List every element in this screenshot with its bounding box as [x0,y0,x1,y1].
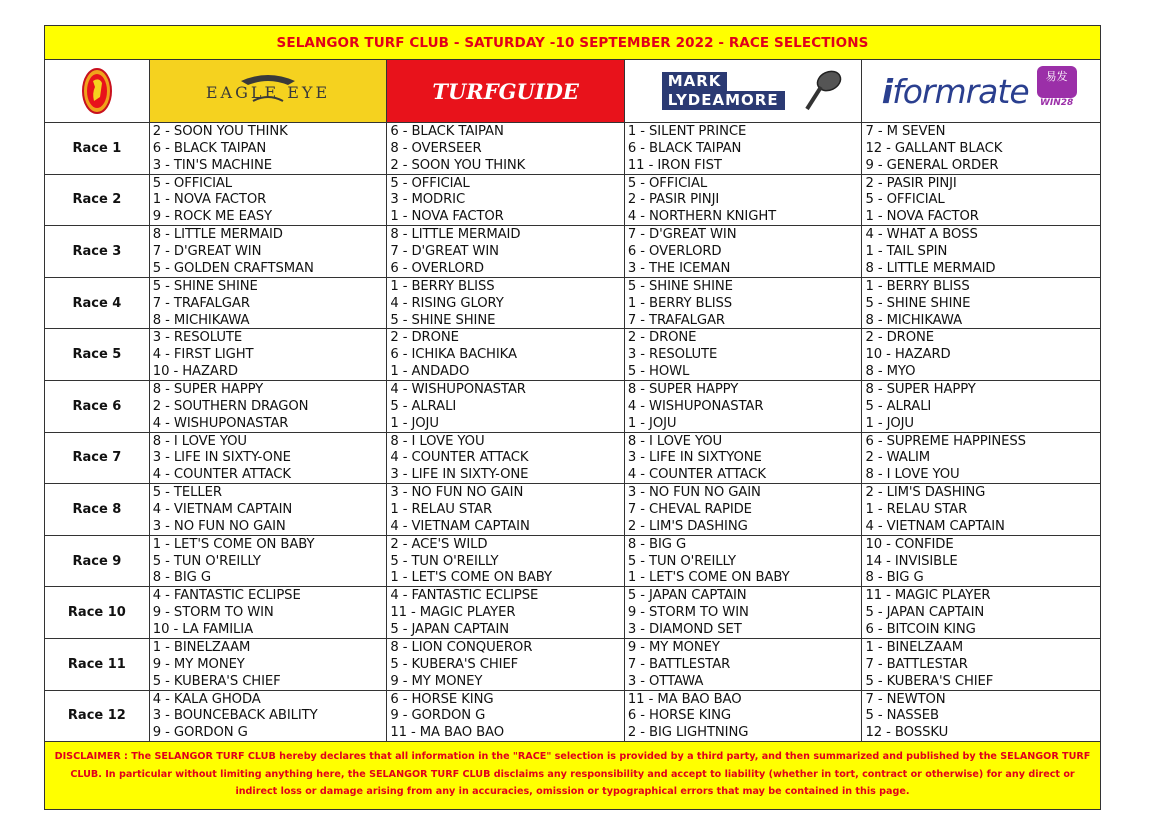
selection-cell [625,175,863,226]
selection-entry: 9 - GENERAL ORDER [865,157,999,173]
race-label: Race 12 [45,691,150,742]
selection-entry: 3 - NO FUN NO GAIN [627,485,761,501]
selection-cell [862,123,1100,174]
selection-cell [150,329,388,380]
selection-entry: 2 - DRONE [865,330,934,346]
selection-entry: 8 - OVERSEER [390,140,482,156]
selection-entry: 11 - IRON FIST [627,157,722,173]
selection-cell [150,175,388,226]
selection-cell [862,278,1100,329]
race-row [45,639,1100,691]
selection-entry: 1 - ANDADO [390,364,470,380]
race-label: Race 6 [45,381,150,432]
selection-entry: 8 - I LOVE YOU [865,467,960,483]
selection-entry: 6 - BLACK TAIPAN [390,124,504,139]
page-title: SELANGOR TURF CLUB - SATURDAY -10 SEPTEMBER 2022 - RACE SELECTIONS [44,25,1101,60]
win28-badge [1037,66,1077,98]
selection-entry: 4 - KALA GHODA [152,691,261,707]
stc-logo-cell [45,60,150,122]
race-label: Race 11 [45,639,150,690]
selection-cell [387,536,625,587]
selection-entry: 5 - OFFICIAL [390,175,470,191]
turfguide-logo-text: TURFGUIDE [432,78,579,104]
selection-entry: 5 - JAPAN CAPTAIN [390,622,510,638]
selection-entry: 12 - GALLANT BLACK [865,140,1003,156]
selection-entry: 11 - MAGIC PLAYER [390,605,516,621]
selection-entry: 3 - RESOLUTE [152,330,243,346]
selection-entry: 1 - RELAU STAR [865,502,968,518]
selection-entry: 4 - WISHUPONASTAR [152,415,289,431]
selection-entry: 4 - RISING GLORY [390,295,504,311]
iformrate-logo [882,72,1029,111]
race-label: Race 1 [45,123,150,174]
selection-entry: 8 - MICHIKAWA [152,312,250,328]
selection-cell [387,691,625,742]
selection-entry: 7 - D'GREAT WIN [390,244,499,260]
selection-cell [387,226,625,277]
selection-entry: 1 - BINELZAAM [865,639,963,655]
selection-entry: 5 - JAPAN CAPTAIN [627,588,747,604]
mark-lydeamore-first: MARK [662,72,728,91]
selection-cell [862,381,1100,432]
race-label: Race 3 [45,226,150,277]
selection-cell [150,484,388,535]
selection-entry: 3 - NO FUN NO GAIN [152,518,286,534]
selection-entry: 10 - LA FAMILIA [152,622,254,638]
selection-entry: 5 - KUBERA'S CHIEF [152,673,281,689]
selection-entry: 1 - NOVA FACTOR [152,192,267,208]
selection-entry: 2 - LIM'S DASHING [627,518,748,534]
race-row [45,691,1100,743]
selection-entry: 9 - STORM TO WIN [152,605,274,621]
mark-lydeamore-logo-cell [625,60,863,122]
selection-cell [625,691,863,742]
selection-entry: 9 - GORDON G [390,708,486,724]
selection-entry: 5 - SHINE SHINE [865,295,971,311]
race-label: Race 5 [45,329,150,380]
selection-entry: 1 - LET'S COME ON BABY [627,570,790,586]
selection-entry: 8 - LITTLE MERMAID [390,227,521,243]
race-row [45,175,1100,227]
selection-entry: 6 - BLACK TAIPAN [627,140,742,156]
selection-entry: 3 - OTTAWA [627,673,704,689]
selection-entry: 3 - MODRIC [390,192,466,208]
selection-entry: 4 - FANTASTIC ECLIPSE [152,588,301,604]
race-row [45,123,1100,175]
race-label: Race 8 [45,484,150,535]
selection-entry: 2 - SOUTHERN DRAGON [152,398,309,414]
selection-entry: 8 - LION CONQUEROR [390,639,533,655]
selection-cell [625,587,863,638]
selection-cell [150,278,388,329]
race-row [45,433,1100,485]
selection-entry: 1 - LET'S COME ON BABY [390,570,552,586]
selection-cell [150,639,388,690]
selection-entry: 5 - OFFICIAL [152,175,233,191]
selection-cell [387,175,625,226]
selection-cell [862,226,1100,277]
selection-entry: 8 - BIG G [152,570,211,586]
selection-cell [387,484,625,535]
race-label: Race 10 [45,587,150,638]
mark-lydeamore-logo [662,72,785,110]
selection-entry: 5 - KUBERA'S CHIEF [865,673,994,689]
selection-entry: 10 - CONFIDE [865,536,954,552]
selection-entry: 2 - LIM'S DASHING [865,485,986,501]
turfguide-logo-cell [387,60,625,122]
selection-entry: 14 - INVISIBLE [865,553,958,569]
selection-entry: 4 - WHAT A BOSS [865,227,978,243]
selection-cell [862,536,1100,587]
selection-entry: 5 - TUN O'REILLY [152,553,261,569]
race-row [45,381,1100,433]
selection-entry: 1 - TAIL SPIN [865,244,948,260]
selection-cell [625,536,863,587]
race-row [45,329,1100,381]
selection-entry: 1 - BINELZAAM [152,639,251,655]
selection-cell [150,381,388,432]
race-row [45,484,1100,536]
race-row [45,536,1100,588]
selection-entry: 4 - COUNTER ATTACK [152,467,291,483]
selection-entry: 5 - JAPAN CAPTAIN [865,605,985,621]
selection-entry: 6 - OVERLORD [390,260,484,276]
selection-entry: 2 - SOON YOU THINK [152,124,288,139]
selection-entry: 8 - I LOVE YOU [390,433,485,449]
selection-entry: 5 - TELLER [152,485,222,501]
microphone-icon [799,65,849,115]
race-row [45,278,1100,330]
iformrate-logo-i: i [881,71,893,111]
selection-cell [150,587,388,638]
selection-entry: 5 - SHINE SHINE [390,312,496,328]
selection-entry: 7 - M SEVEN [865,124,946,139]
selection-entry: 4 - WISHUPONASTAR [390,381,526,397]
selection-entry: 1 - NOVA FACTOR [865,209,979,225]
selection-entry: 5 - KUBERA'S CHIEF [390,656,519,672]
selection-cell [387,433,625,484]
selection-entry: 11 - MA BAO BAO [627,691,742,707]
selection-entry: 9 - ROCK ME EASY [152,209,273,225]
tipster-logo-row [44,60,1101,123]
selection-cell [387,329,625,380]
selection-entry: 1 - SILENT PRINCE [627,124,747,139]
mark-lydeamore-last: LYDEAMORE [662,91,785,110]
selection-entry: 5 - HOWL [627,364,690,380]
selections-sheet [44,25,1101,810]
selection-entry: 6 - ICHIKA BACHIKA [390,347,517,363]
selection-cell [625,329,863,380]
selection-entry: 10 - HAZARD [865,347,951,363]
eagle-eye-logo-cell [150,60,388,122]
selection-cell [150,226,388,277]
selection-entry: 2 - DRONE [627,330,697,346]
selection-entry: 8 - MICHIKAWA [865,312,963,328]
race-label: Race 9 [45,536,150,587]
selection-entry: 1 - BERRY BLISS [627,295,733,311]
selection-entry: 4 - FANTASTIC ECLIPSE [390,588,539,604]
selection-entry: 7 - TRAFALGAR [152,295,250,311]
selection-entry: 5 - TUN O'REILLY [390,553,499,569]
selection-entry: 3 - DIAMOND SET [627,622,742,638]
selection-cell [862,639,1100,690]
selection-entry: 3 - LIFE IN SIXTY-ONE [152,450,291,466]
selection-cell [625,123,863,174]
selection-entry: 1 - BERRY BLISS [390,278,495,294]
selection-entry: 8 - SUPER HAPPY [627,381,739,397]
selection-entry: 5 - GOLDEN CRAFTSMAN [152,260,314,276]
selection-cell [625,433,863,484]
selection-entry: 7 - BATTLESTAR [627,656,731,672]
selection-entry: 6 - BITCOIN KING [865,622,976,638]
selection-cell [387,123,625,174]
win28-chinese-text: 易发 [1045,70,1068,83]
selection-entry: 9 - STORM TO WIN [627,605,749,621]
selection-cell [150,123,388,174]
selection-entry: 11 - MAGIC PLAYER [865,588,991,604]
selection-entry: 7 - CHEVAL RAPIDE [627,502,752,518]
selection-entry: 4 - VIETNAM CAPTAIN [865,518,1005,534]
selection-cell [150,536,388,587]
selection-entry: 5 - SHINE SHINE [152,278,258,294]
selection-cell [862,587,1100,638]
race-table [44,123,1101,742]
selection-entry: 7 - BATTLESTAR [865,656,968,672]
stc-crest-icon [82,67,112,115]
selection-cell [387,278,625,329]
selection-entry: 7 - NEWTON [865,691,946,707]
selection-cell [625,639,863,690]
selection-cell [150,691,388,742]
selection-entry: 3 - THE ICEMAN [627,260,731,276]
selection-entry: 8 - MYO [865,364,916,380]
selection-entry: 8 - BIG G [627,536,687,552]
selection-cell [150,433,388,484]
selection-entry: 5 - OFFICIAL [865,192,945,208]
selection-cell [387,381,625,432]
selection-entry: 8 - LITTLE MERMAID [152,227,283,243]
selection-entry: 4 - WISHUPONASTAR [627,398,764,414]
selection-entry: 6 - SUPREME HAPPINESS [865,433,1026,449]
selection-entry: 11 - MA BAO BAO [390,725,504,741]
selection-entry: 9 - MY MONEY [152,656,245,672]
selection-entry: 8 - SUPER HAPPY [152,381,264,397]
selection-entry: 1 - JOJU [627,415,677,431]
selection-entry: 9 - MY MONEY [390,673,483,689]
selection-cell [862,329,1100,380]
selection-entry: 6 - OVERLORD [627,244,722,260]
selection-entry: 5 - OFFICIAL [627,175,708,191]
selection-entry: 4 - VIETNAM CAPTAIN [390,518,530,534]
selection-entry: 9 - MY MONEY [627,639,720,655]
selection-entry: 4 - FIRST LIGHT [152,347,254,363]
selection-entry: 5 - SHINE SHINE [627,278,733,294]
selection-cell [387,587,625,638]
selection-entry: 4 - VIETNAM CAPTAIN [152,502,293,518]
selection-entry: 3 - LIFE IN SIXTYONE [627,450,762,466]
selection-cell [625,381,863,432]
selection-entry: 7 - D'GREAT WIN [627,227,737,243]
selection-entry: 7 - TRAFALGAR [627,312,725,328]
selection-entry: 1 - JOJU [865,415,914,431]
selection-entry: 2 - PASIR PINJI [627,192,720,208]
selection-entry: 6 - HORSE KING [390,691,494,707]
selection-entry: 6 - HORSE KING [627,708,731,724]
eagle-eye-logo [183,71,353,111]
selection-entry: 8 - BIG G [865,570,924,586]
selection-cell [862,691,1100,742]
selection-entry: 2 - ACE'S WILD [390,536,488,552]
selection-entry: 8 - I LOVE YOU [627,433,723,449]
selection-entry: 8 - LITTLE MERMAID [865,260,996,276]
selection-entry: 3 - BOUNCEBACK ABILITY [152,708,318,724]
disclaimer-text: DISCLAIMER : The SELANGOR TURF CLUB hereby declares that all information in the "RACE" selection is provided by a third party, and then summarized and published by the SELANGOR TURF CLUB. In particular without limiting anything here, the SELANGOR TURF CLUB disclaims any responsibility and accept to liability (whether in tort, contract or otherwise) for any direct or indirect loss or damage arising from any in accuracies, omission or typographical errors that may be contained in this page. [44,742,1101,810]
selection-entry: 6 - BLACK TAIPAN [152,140,267,156]
selection-entry: 5 - TUN O'REILLY [627,553,736,569]
win28-logo [1033,66,1081,116]
selection-entry: 5 - NASSEB [865,708,939,724]
selection-entry: 4 - COUNTER ATTACK [390,450,529,466]
eagle-eye-logo-text: EAGLE EYE [205,83,331,102]
selection-entry: 2 - WALIM [865,450,931,466]
selection-entry: 1 - LET'S COME ON BABY [152,536,315,552]
selection-entry: 8 - SUPER HAPPY [865,381,976,397]
selection-entry: 1 - NOVA FACTOR [390,209,504,225]
selection-entry: 3 - TIN'S MACHINE [152,157,273,173]
selection-entry: 3 - RESOLUTE [627,347,718,363]
selection-entry: 3 - LIFE IN SIXTY-ONE [390,467,529,483]
selection-cell [862,175,1100,226]
selection-cell [625,278,863,329]
selection-entry: 7 - D'GREAT WIN [152,244,262,260]
selection-entry: 8 - I LOVE YOU [152,433,247,449]
selection-entry: 3 - NO FUN NO GAIN [390,485,524,501]
race-row [45,587,1100,639]
selection-cell [625,484,863,535]
iformrate-logo-text: formrate [892,71,1029,111]
selection-entry: 9 - GORDON G [152,725,248,741]
race-label: Race 2 [45,175,150,226]
selection-entry: 1 - BERRY BLISS [865,278,970,294]
race-label: Race 4 [45,278,150,329]
selection-entry: 2 - DRONE [390,330,459,346]
race-label: Race 7 [45,433,150,484]
selection-cell [625,226,863,277]
selection-entry: 5 - ALRALI [865,398,932,414]
selection-entry: 2 - PASIR PINJI [865,175,957,191]
win28-text: WIN28 [1039,98,1074,108]
selection-entry: 1 - JOJU [390,415,439,431]
selection-entry: 5 - ALRALI [390,398,457,414]
iformrate-logo-cell [862,60,1100,122]
selection-entry: 10 - HAZARD [152,364,238,380]
selection-entry: 2 - SOON YOU THINK [390,157,526,173]
selection-cell [862,484,1100,535]
selection-entry: 4 - COUNTER ATTACK [627,467,766,483]
selection-cell [862,433,1100,484]
selection-entry: 12 - BOSSKU [865,725,949,741]
selection-cell [387,639,625,690]
selection-entry: 1 - RELAU STAR [390,502,493,518]
race-row [45,226,1100,278]
selection-entry: 4 - NORTHERN KNIGHT [627,209,777,225]
selection-entry: 2 - BIG LIGHTNING [627,725,749,741]
